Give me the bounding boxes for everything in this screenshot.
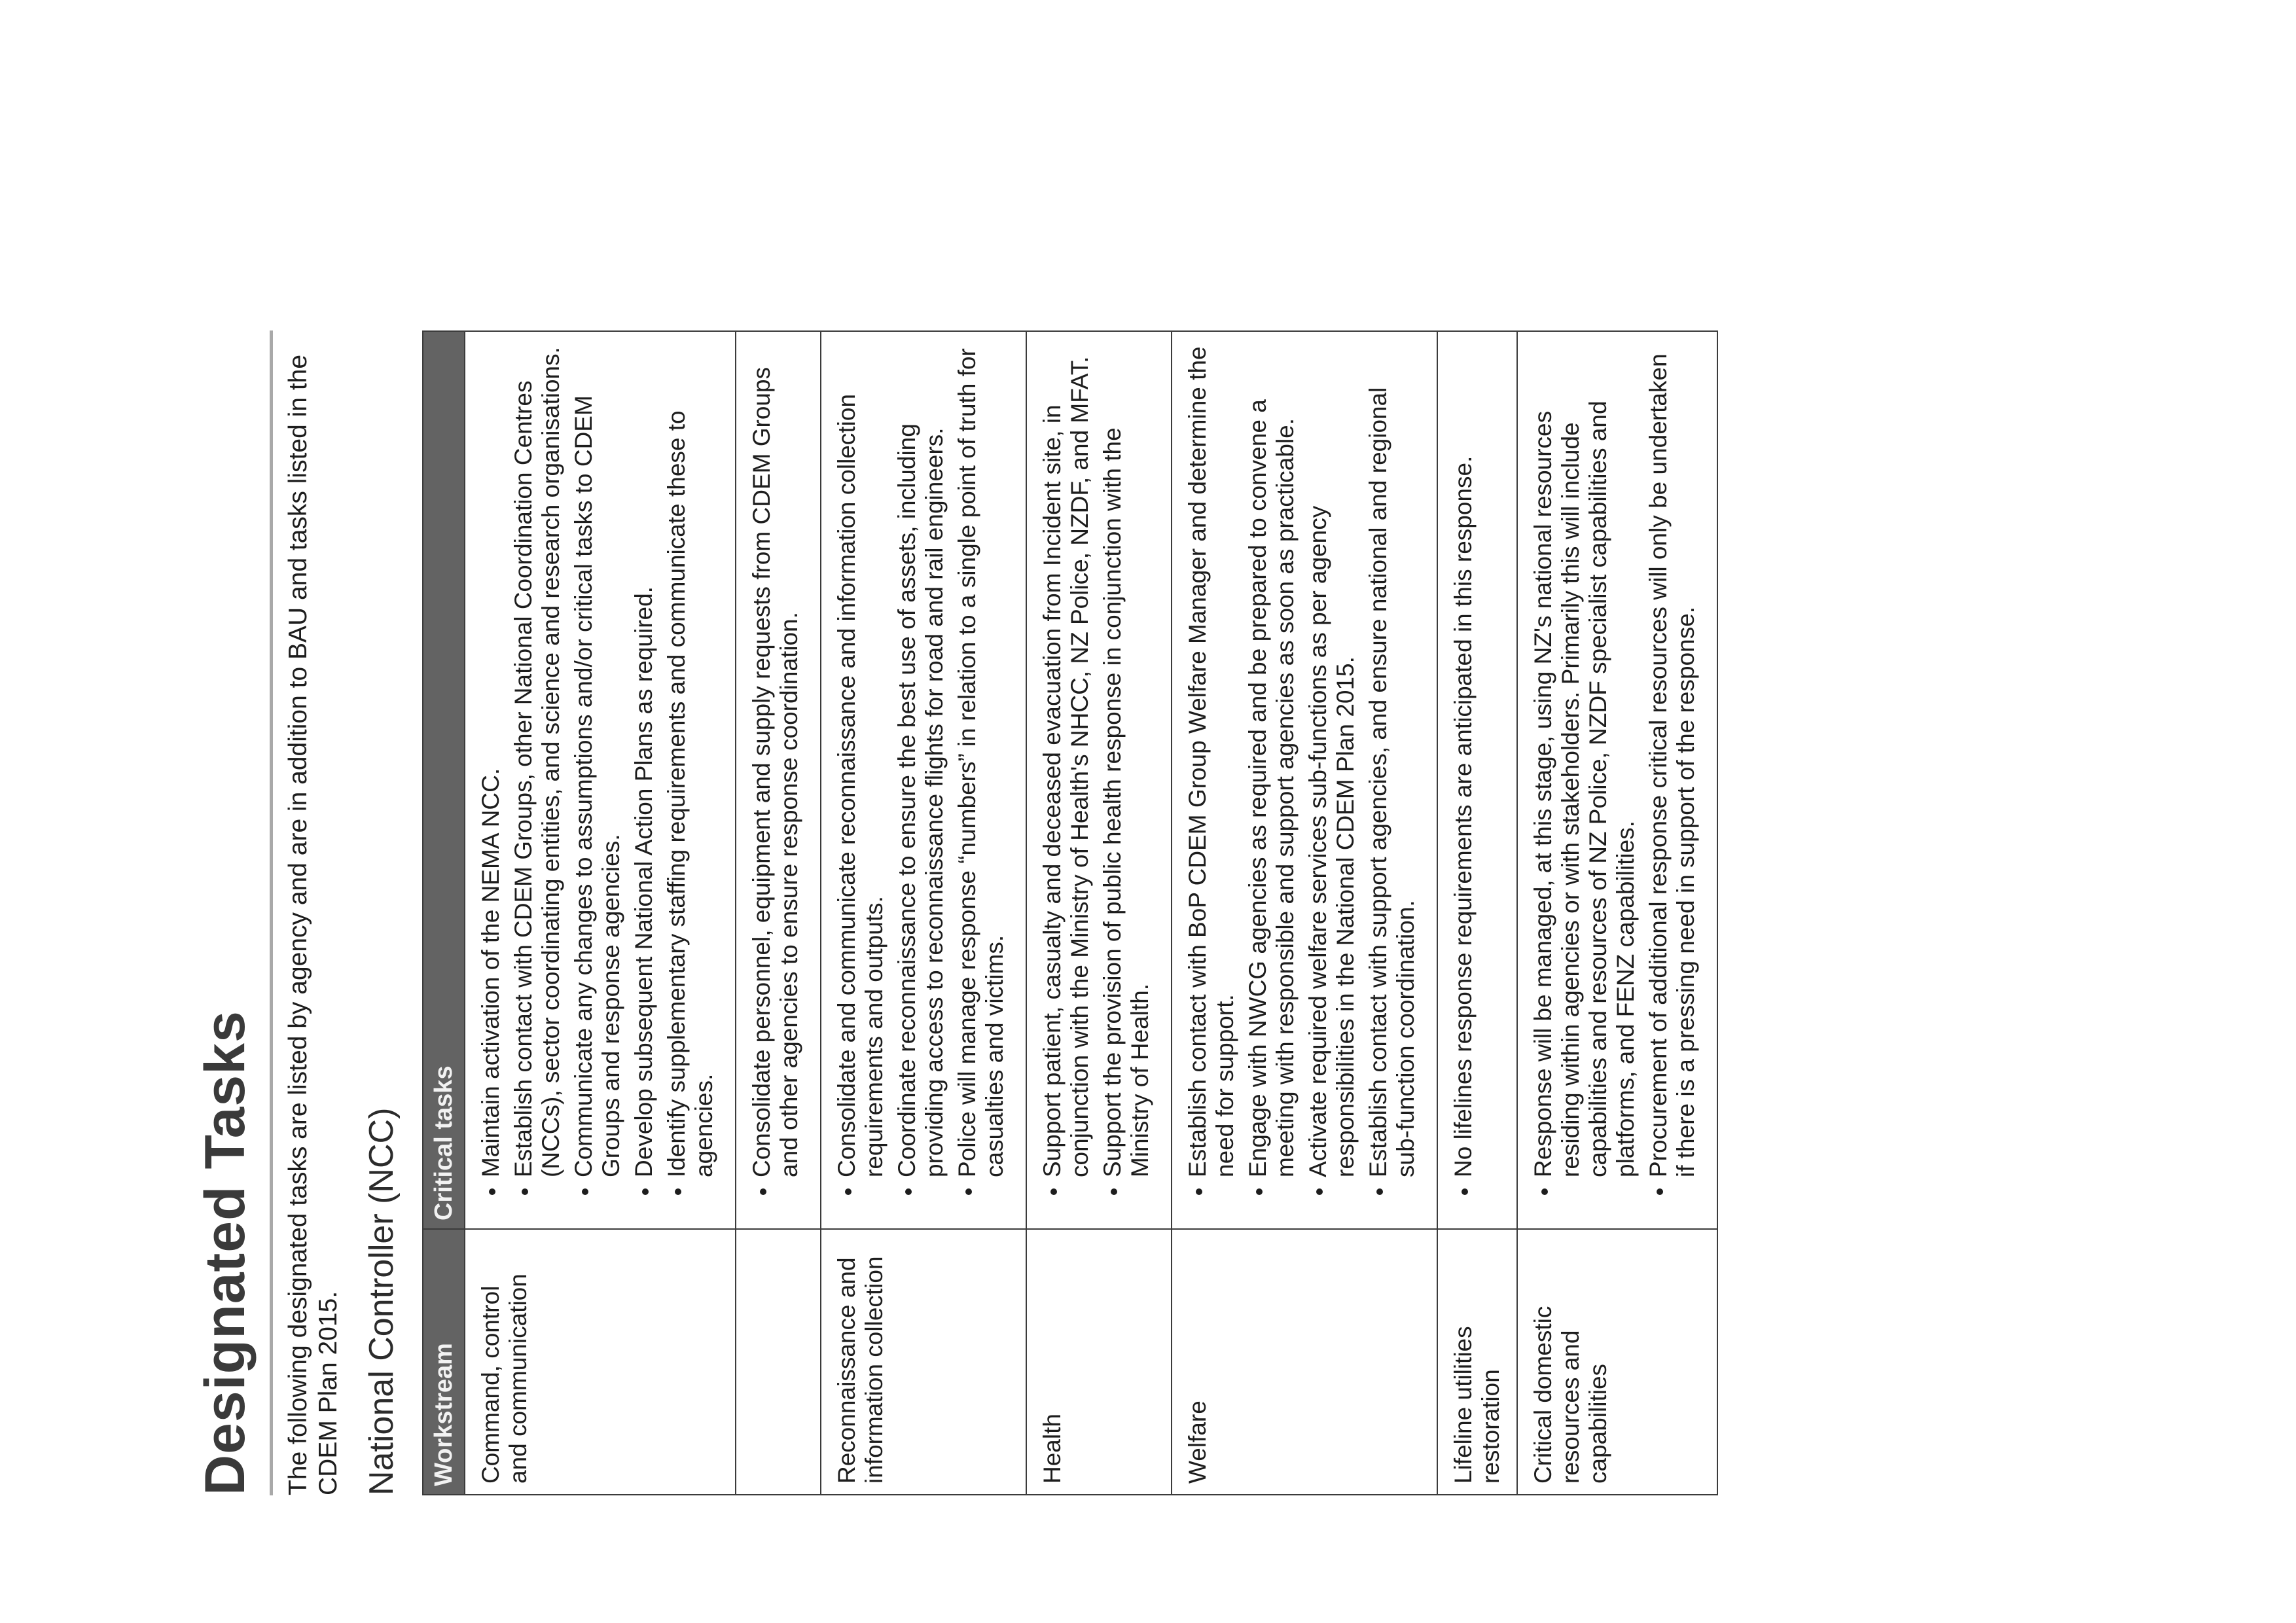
task-item: • Develop subsequent National Action Plans as required. xyxy=(630,342,658,1177)
task-item: • Consolidate and communicate reconnaissance and information collection requirements and outputs. xyxy=(833,342,888,1177)
table-header-row xyxy=(423,331,465,1495)
table-row xyxy=(1172,331,1437,1495)
task-item: • Consolidate personnel, equipment and supply requests from CDEM Groups and other agencies to ensure response coordination. xyxy=(748,342,803,1177)
header-critical-tasks: Critical tasks xyxy=(423,331,465,1229)
critical-tasks-cell xyxy=(465,331,736,1229)
task-item: • Maintain activation of the NEMA NCC. xyxy=(477,342,505,1177)
critical-tasks-cell xyxy=(1172,331,1437,1229)
task-item: • Support patient, casualty and deceased evacuation from Incident site, in conjunction with the Ministry of Health's NHCC, NZ Police, NZDF, and MFAT. xyxy=(1039,342,1094,1177)
task-item: • Support the provision of public health response in conjunction with the Ministry of Health. xyxy=(1099,342,1154,1177)
table-row xyxy=(1026,331,1172,1495)
workstream-cell xyxy=(736,1229,821,1495)
workstream-cell: Critical domestic resources and capabilities xyxy=(1517,1229,1717,1495)
task-item: • Activate required welfare services sub-functions as per agency responsibilities in the National CDEM Plan 2015. xyxy=(1304,342,1359,1177)
table-row xyxy=(1437,331,1517,1495)
table-row xyxy=(736,331,821,1495)
task-list xyxy=(1450,342,1477,1218)
table-row xyxy=(821,331,1026,1495)
task-item: • Identify supplementary staffing requirements and communicate these to agencies. xyxy=(663,342,718,1177)
task-item: • Coordinate reconnaissance to ensure the best use of assets, including providing access to reconnaissance flights for road and rail engineers. xyxy=(893,342,948,1177)
critical-tasks-cell xyxy=(1026,331,1172,1229)
table-row xyxy=(465,331,736,1495)
page-title: Designated Tasks xyxy=(194,1010,257,1495)
workstream-cell: Welfare xyxy=(1172,1229,1437,1495)
table-row xyxy=(1517,331,1717,1495)
task-item: • Establish contact with support agencies, and ensure national and regional sub-function coordination. xyxy=(1365,342,1420,1177)
task-item: • Engage with NWCG agencies as required and be prepared to convene a meeting with responsible and support agencies as soon as practicable. xyxy=(1244,342,1299,1177)
intro-paragraph: The following designated tasks are listed by agency and are in addition to BAU and tasks listed in the CDEM Plan 2015. xyxy=(284,354,342,1495)
critical-tasks-cell xyxy=(1437,331,1517,1229)
task-list xyxy=(1530,342,1700,1218)
workstream-cell: Lifeline utilities restoration xyxy=(1437,1229,1517,1495)
task-item: • Procurement of additional response critical resources will only be undertaken if there is a pressing need in support of the response. xyxy=(1645,342,1700,1177)
task-item: • Communicate any changes to assumptions and/or critical tasks to CDEM Groups and response agencies. xyxy=(570,342,625,1177)
workstream-cell: Command, control and communication xyxy=(465,1229,736,1495)
task-list xyxy=(1184,342,1420,1218)
task-item: • Police will manage response “numbers” in relation to a single point of truth for casualties and victims. xyxy=(954,342,1009,1177)
task-item: • No lifelines response requirements are anticipated in this response. xyxy=(1450,342,1477,1177)
task-list xyxy=(1039,342,1154,1218)
task-item: • Establish contact with CDEM Groups, other National Coordination Centres (NCCs), sector coordinating entities, and science and research organisations. xyxy=(510,342,565,1177)
header-workstream: Workstream xyxy=(423,1229,465,1495)
task-item: • Response will be managed, at this stage, using NZ's national resources residing within agencies or with stakeholders. Primarily this will include capabilities and resources of NZ Police, NZDF specialist capabilities and platforms, and FENZ capabilities. xyxy=(1530,342,1640,1177)
tasks-table xyxy=(422,330,1718,1495)
title-underline xyxy=(270,330,273,1495)
task-list xyxy=(833,342,1009,1218)
critical-tasks-cell xyxy=(821,331,1026,1229)
task-list xyxy=(477,342,718,1218)
section-heading: National Controller (NCC) xyxy=(363,1107,401,1495)
workstream-cell: Reconnaissance and information collection xyxy=(821,1229,1026,1495)
critical-tasks-cell xyxy=(1517,331,1717,1229)
task-item: • Establish contact with BoP CDEM Group Welfare Manager and determine the need for support. xyxy=(1184,342,1239,1177)
critical-tasks-cell xyxy=(736,331,821,1229)
workstream-cell: Health xyxy=(1026,1229,1172,1495)
task-list xyxy=(748,342,803,1218)
document-content xyxy=(193,330,1718,1495)
